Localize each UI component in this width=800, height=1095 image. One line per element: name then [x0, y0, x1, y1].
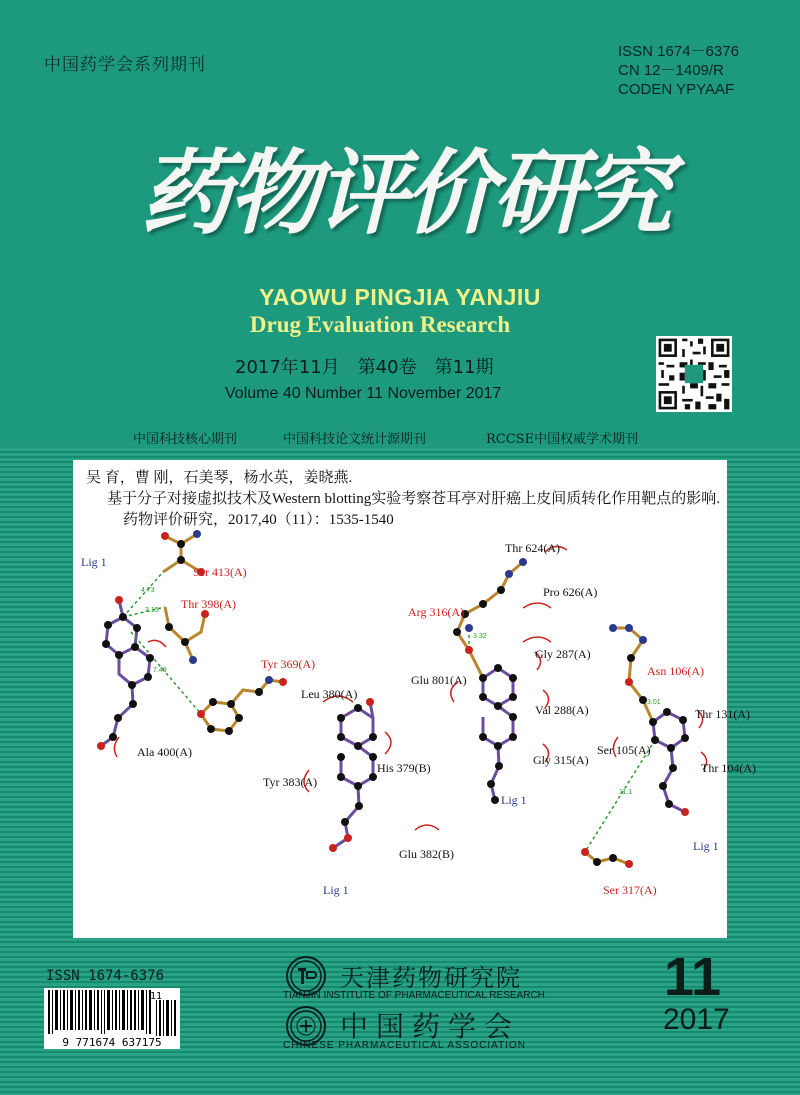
issue-info-chinese: 2017年11月 第40卷 第11期 [235, 357, 494, 378]
institute-name-chinese: 天津药物研究院 [340, 964, 522, 992]
tipr-logo-icon [288, 958, 324, 994]
molecular-docking-figure [73, 532, 756, 938]
residue-label: Thr 104(A) [701, 761, 756, 775]
association-name-chinese: 中国药学会 [340, 1010, 521, 1043]
residue-label: Ser 105(A) [597, 743, 651, 757]
cpa-seal-icon [288, 1008, 324, 1044]
journal-title-pinyin: YAOWU PINGJIA YANJIU [259, 284, 541, 310]
residue-label: Ser 317(A) [603, 883, 657, 897]
distance-label: 4.73 [141, 587, 155, 594]
residue-label: Arg 316(A) [408, 605, 465, 619]
distance-label: 3.32 [473, 633, 487, 640]
journal-series: 中国药学会系列期刊 [44, 55, 206, 75]
residue-label: Val 288(A) [535, 703, 589, 717]
residue-label: Leu 380(A) [301, 687, 358, 701]
citation-title: 基于分子对接虚拟技术及Western blotting实验考察苍耳亭对肝癌上皮间质转化作用靶点的影响. [107, 491, 720, 507]
qr-code-icon[interactable] [656, 336, 732, 412]
residue-label: Asn 106(A) [647, 664, 704, 678]
issue-number: 11 [664, 947, 722, 1007]
association-name-english: CHINESE PHARMACEUTICAL ASSOCIATION [283, 1040, 526, 1051]
distance-label: 11.1 [619, 789, 633, 796]
journal-title-chinese: 药物评价研究 [140, 139, 669, 247]
distance-label: 7.49 [153, 667, 167, 674]
residue-label: Thr 131(A) [695, 707, 750, 721]
ligand-label: Lig 1 [501, 793, 527, 807]
residue-label: Thr 398(A) [181, 597, 236, 611]
issue-info-english: Volume 40 Number 11 November 2017 [225, 385, 502, 402]
issn-block [618, 42, 739, 99]
residue-label: Glu 801(A) [411, 673, 467, 687]
residue-label: Tyr 369(A) [261, 657, 316, 671]
ligand-label: Lig 1 [693, 839, 719, 853]
residue-label: Thr 624(A) [505, 541, 560, 555]
barcode-issn: ISSN 1674-6376 [46, 968, 165, 984]
residue-label: Ala 400(A) [137, 745, 192, 759]
citation-journal: 药物评价研究，2017,40（11）：1535-1540 [123, 512, 394, 528]
residue-label: Gly 287(A) [535, 647, 591, 661]
ligand-label: Lig 1 [81, 555, 107, 569]
residue-label: Ser 413(A) [193, 565, 247, 579]
cn-line: CN 12－1409/R [618, 62, 724, 79]
issn-line: ISSN 1674－6376 [618, 43, 739, 60]
distance-label: 3.15 [145, 607, 159, 614]
ligand-label: Lig 1 [323, 883, 349, 897]
citation-authors: 吴 育，曹 刚，石美琴，杨水英，姜晓燕. [86, 470, 353, 486]
institute-name-english: TIANJIN INSTITUTE OF PHARMACEUTICAL RESEARCH [283, 990, 545, 1001]
barcode-number: 9 771674 637175 [44, 1036, 180, 1049]
index-item: 中国科技核心期刊 [133, 432, 238, 447]
issue-year: 2017 [663, 1003, 730, 1036]
residue-label: Gly 315(A) [533, 753, 589, 767]
residue-label: Glu 382(B) [399, 847, 454, 861]
index-item: 中国科技论文统计源期刊 [283, 432, 427, 447]
featured-article-panel [73, 460, 756, 938]
journal-title-english: Drug Evaluation Research [249, 312, 511, 337]
barcode-addon: 11 [150, 991, 163, 1002]
distance-label: 3.01 [647, 699, 661, 706]
residue-label: Tyr 383(A) [263, 775, 318, 789]
residue-label: Pro 626(A) [543, 585, 598, 599]
residue-label: His 379(B) [377, 761, 431, 775]
coden-line: CODEN YPYAAF [618, 81, 735, 98]
index-item: RCCSE中国权威学术期刊 [486, 432, 639, 447]
